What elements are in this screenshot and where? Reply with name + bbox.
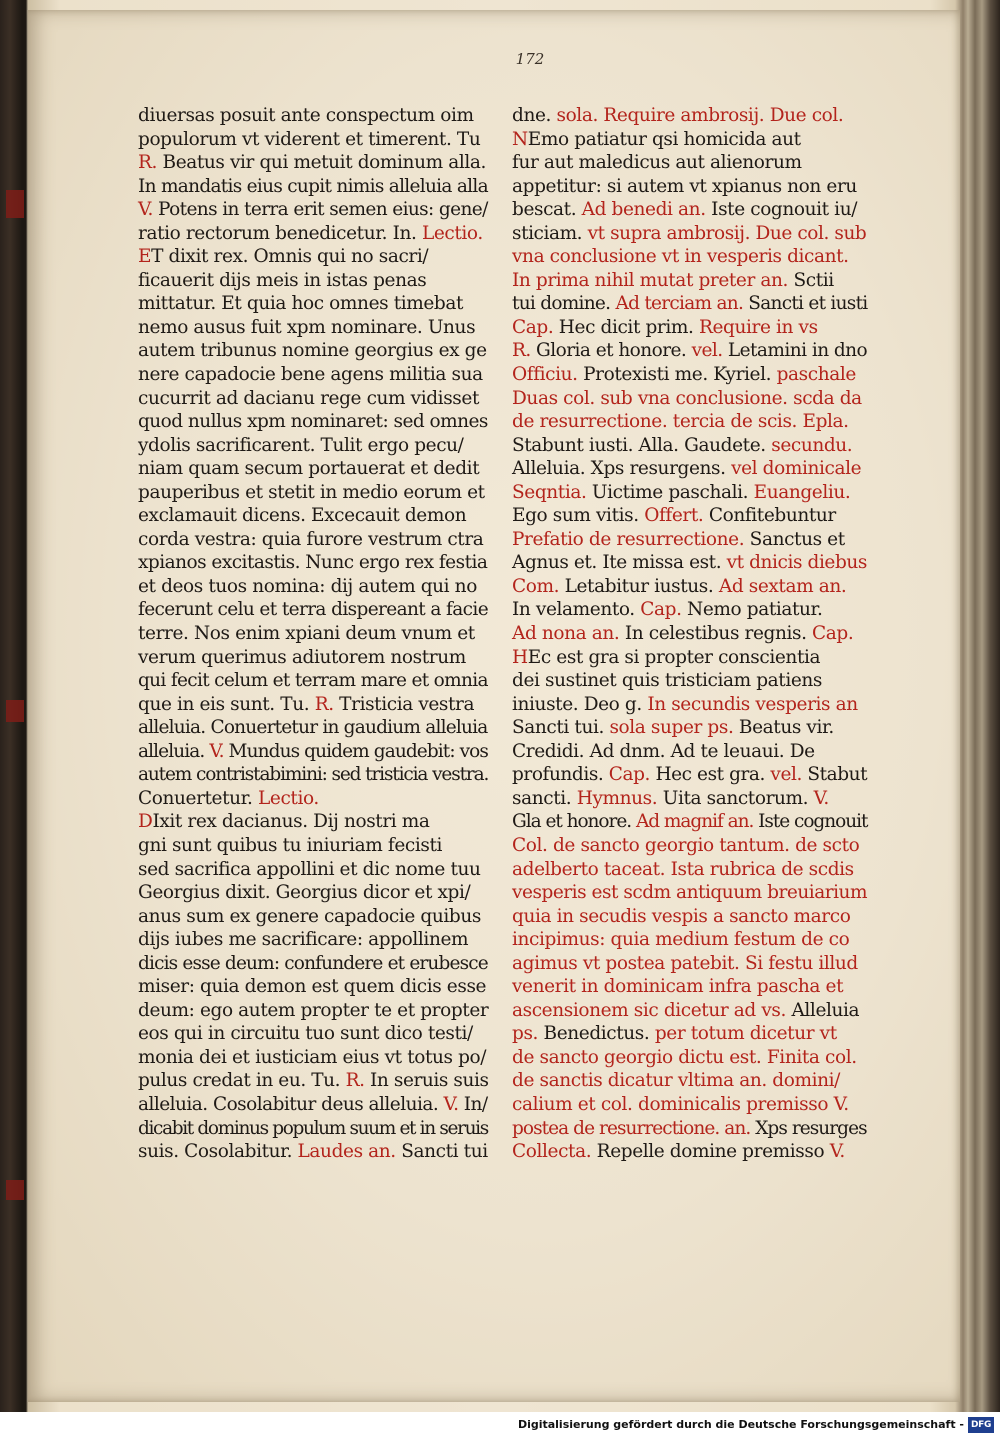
body-text: Stabut [801, 764, 868, 786]
text-line [138, 669, 488, 693]
text-line [138, 551, 488, 575]
body-text: Benedictus. [538, 1023, 655, 1045]
text-line [512, 128, 867, 152]
body-text: Iste cognouit [753, 811, 868, 833]
text-line [138, 763, 488, 787]
text-line [138, 952, 488, 976]
body-text: terre. Nos enim xpiani deum vnum et [138, 623, 475, 645]
text-line [512, 175, 867, 199]
body-text: Georgius dixit. Georgius dicor et xpi/ [138, 882, 471, 904]
body-text: tui domine. [512, 293, 616, 315]
text-line [138, 434, 488, 458]
rubric-text: paschale [776, 364, 856, 386]
text-line [512, 928, 867, 952]
text-line [138, 363, 488, 387]
rubric-text: Ad nona an. [512, 623, 620, 645]
text-line [512, 339, 867, 363]
body-text: Beatus vir qui metuit dominum alla. [157, 152, 486, 174]
rubric-bleed-mark [6, 1180, 24, 1200]
text-line [138, 175, 488, 199]
right-text-column [512, 104, 867, 1164]
rubric-text: H [512, 646, 528, 668]
body-text: nemo ausus fuit xpm nominare. Unus [138, 316, 476, 338]
text-line [138, 151, 488, 175]
body-text: sticiam. [512, 222, 588, 244]
text-line [512, 457, 867, 481]
body-text: Nemo patiatur. [681, 599, 823, 621]
body-text: Sctii [788, 269, 834, 291]
text-line [138, 598, 488, 622]
text-line [138, 1117, 488, 1141]
rubric-text: Hymnus. [576, 787, 658, 809]
body-text: T dixit rex. Omnis qui no sacri/ [151, 246, 429, 268]
rubric-text: N [512, 128, 528, 150]
body-text: autem contristabimini: sed tristicia vestra. [138, 764, 489, 786]
body-text: corda vestra: quia furore vestrum ctra [138, 528, 484, 550]
body-text: In mandatis eius cupit nimis alleluia alla [138, 175, 488, 197]
body-text: populorum vt viderent et timerent. Tu [138, 128, 481, 150]
text-line [138, 104, 488, 128]
rubric-text: de resurrectione. tercia de scis. Epla. [512, 411, 849, 433]
text-line [512, 1022, 867, 1046]
body-text: gni sunt quibus tu iniuriam fecisti [138, 834, 443, 856]
rubric-text: Seqntia. [512, 481, 587, 503]
body-text: niam quam secum portauerat et dedit [138, 458, 480, 480]
text-line [512, 363, 867, 387]
body-text: nere capadocie bene agens militia sua [138, 364, 483, 386]
rubric-text: R. [512, 340, 531, 362]
text-line [512, 575, 867, 599]
body-text: dijs iubes me sacrificare: appollinem [138, 929, 469, 951]
body-text: sancti. [512, 787, 577, 809]
text-line [138, 504, 488, 528]
body-text: Gloria et honore. [530, 340, 692, 362]
text-line [138, 905, 488, 929]
rubric-text: D [138, 811, 153, 833]
rubric-text: vel. [691, 340, 723, 362]
body-text: Potens in terra erit semen eius: gene/ [152, 199, 488, 221]
rubric-text: Lectio. [421, 222, 483, 244]
body-text: iniuste. Deo g. [512, 693, 648, 715]
text-line [512, 834, 867, 858]
text-line [512, 669, 867, 693]
body-text: Gla et honore. [512, 811, 636, 833]
text-line [138, 834, 488, 858]
text-line [512, 245, 867, 269]
body-text: Stabunt iusti. Alla. Gaudete. [512, 434, 772, 456]
dfg-logo: DFG [968, 1417, 994, 1433]
body-text: In/ [458, 1093, 488, 1115]
rubric-text: Offert. [644, 505, 704, 527]
body-text: Alleluia [785, 999, 860, 1021]
body-text: Emo patiatur qsi homicida aut [527, 128, 801, 150]
rubric-text: quia in secudis vespis a sancto marco [512, 905, 851, 927]
text-line [512, 810, 867, 834]
rubric-text: Officiu. [512, 364, 578, 386]
body-text: Ego sum vitis. [512, 505, 645, 527]
rubric-text: V. [138, 199, 153, 221]
body-text: dicabit dominus populum suum et in seruis [138, 1117, 488, 1139]
rubric-text: Laudes an. [297, 1141, 396, 1163]
body-text: pulus credat in eu. Tu. [138, 1070, 346, 1092]
body-text: pauperibus et stetit in medio eorum et [138, 481, 485, 503]
text-line [512, 269, 867, 293]
rubric-text: de sanctis dicatur vltima an. domini/ [512, 1070, 841, 1092]
body-text: ydolis sacrificarent. Tulit ergo pecu/ [138, 434, 464, 456]
body-text: Xps resurges [750, 1117, 867, 1139]
body-text: Ixit rex dacianus. Dij nostri ma [152, 811, 430, 833]
body-text: Hec dicit prim. [553, 316, 699, 338]
body-text: Agnus et. Ite missa est. [512, 552, 727, 574]
text-line [138, 928, 488, 952]
body-text: suis. Cosolabitur. [138, 1141, 298, 1163]
rubric-bleed-mark [6, 190, 24, 218]
text-line [512, 740, 867, 764]
text-line [512, 528, 867, 552]
text-line [138, 128, 488, 152]
text-line [138, 316, 488, 340]
body-text: ratio rectorum benedicetur. In. [138, 222, 422, 244]
body-text: que in eis sunt. Tu. [138, 693, 315, 715]
rubric-text: R. [138, 152, 158, 174]
text-line [138, 575, 488, 599]
rubric-text: ps. [512, 1023, 539, 1045]
body-text: alleluia. [138, 740, 210, 762]
body-text: bescat. [512, 199, 582, 221]
body-text: In celestibus regnis. [619, 623, 813, 645]
body-text: autem tribunus nomine georgius ex ge [138, 340, 487, 362]
body-text: Confitebuntur [703, 505, 836, 527]
text-line [512, 151, 867, 175]
text-line [138, 740, 488, 764]
body-text: miser: quia demon est quem dicis esse [138, 976, 487, 998]
text-line [512, 104, 867, 128]
rubric-text: Cap. [812, 623, 854, 645]
text-line [512, 975, 867, 999]
text-line [138, 387, 488, 411]
rubric-text: Duas col. sub vna conclusione. scda da [512, 387, 862, 409]
text-line [512, 952, 867, 976]
rubric-text: postea de resurrectione. an. [512, 1117, 751, 1139]
body-text: Letamini in dno [722, 340, 868, 362]
body-text: Beatus vir. [733, 717, 834, 739]
rubric-text: V. [209, 740, 224, 762]
body-text: exclamauit dicens. Excecauit demon [138, 505, 467, 527]
text-line [512, 316, 867, 340]
rubric-text: per totum dicetur vt [654, 1023, 837, 1045]
text-line [138, 1046, 488, 1070]
text-line [138, 222, 488, 246]
body-text: Tristicia vestra [333, 693, 475, 715]
text-line [512, 387, 867, 411]
rubric-text: sola super ps. [609, 717, 734, 739]
text-line [512, 1093, 867, 1117]
body-text: quod nullus xpm nominaret: sed omnes [138, 411, 488, 433]
previous-leaf-edge [0, 0, 30, 1412]
body-text: Ec est gra si propter conscientia [527, 646, 821, 668]
text-line [138, 269, 488, 293]
rubric-text: Euangeliu. [753, 481, 851, 503]
body-text: Protexisti me. Kyriel. [577, 364, 777, 386]
text-line [138, 339, 488, 363]
rubric-text: Com. [512, 575, 560, 597]
body-text: Sancti et iusti [743, 293, 868, 315]
rubric-text: Lectio. [258, 787, 319, 809]
text-line [138, 292, 488, 316]
rubric-text: Require in vs [698, 316, 818, 338]
body-text: Sancti tui [395, 1141, 488, 1163]
text-line [138, 646, 488, 670]
body-text: In seruis suis [364, 1070, 489, 1092]
body-text: sed sacrifica appollini et dic nome tuu [138, 858, 481, 880]
text-line [512, 1117, 867, 1141]
body-text: dicis esse deum: confundere et erubesce [138, 952, 488, 974]
body-text: xpianos excitastis. Nunc ergo rex festia [138, 552, 488, 574]
body-text: Repelle domine premisso [591, 1141, 830, 1163]
text-line [138, 1140, 488, 1164]
text-line [512, 881, 867, 905]
body-text: qui fecit celum et terram mare et omnia [138, 670, 488, 692]
text-line [138, 410, 488, 434]
text-line [512, 1069, 867, 1093]
text-line [138, 1093, 488, 1117]
text-line [512, 1046, 867, 1070]
body-text: profundis. [512, 764, 609, 786]
rubric-text: Ad benedi an. [581, 199, 706, 221]
rubric-text: Ad sextam an. [718, 575, 847, 597]
body-text: Sanctus et [744, 528, 845, 550]
text-line [138, 787, 488, 811]
text-line [512, 858, 867, 882]
text-line [512, 693, 867, 717]
rubric-text: vt supra ambrosij. Due col. sub [587, 222, 867, 244]
text-line [512, 763, 867, 787]
text-line [138, 622, 488, 646]
body-text: alleluia. Cosolabitur deus alleluia. [138, 1093, 444, 1115]
text-line [138, 693, 488, 717]
rubric-text: In prima nihil mutat preter an. [512, 269, 789, 291]
rubric-text: vesperis est scdm antiquum breuiarium [512, 882, 868, 904]
text-line [512, 598, 867, 622]
body-text: fecerunt celu et terra dispereant a facie [138, 599, 489, 621]
text-line [512, 292, 867, 316]
text-line [512, 198, 867, 222]
body-text: eos qui in circuitu tuo sunt dico testi/ [138, 1023, 473, 1045]
text-line [512, 481, 867, 505]
body-text: dne. [512, 105, 557, 126]
rubric-text: vt dnicis diebus [726, 552, 867, 574]
body-text: diuersas posuit ante conspectum oim [138, 105, 474, 126]
text-line [512, 787, 867, 811]
body-text: Uictime paschali. [586, 481, 754, 503]
rubric-text: R. [345, 1070, 365, 1092]
rubric-text: secundu. [771, 434, 853, 456]
text-line [138, 457, 488, 481]
rubric-text: Ad magnif an. [635, 811, 754, 833]
text-line [138, 858, 488, 882]
rubric-text: Cap. [640, 599, 682, 621]
rubric-text: In secundis vesperis an [647, 693, 858, 715]
text-line [138, 528, 488, 552]
text-line [138, 881, 488, 905]
rubric-text: adelberto taceat. Ista rubrica de scdis [512, 858, 854, 880]
body-text: verum querimus adiutorem nostrum [138, 646, 466, 668]
rubric-text: vna conclusione vt in vesperis dicant. [512, 246, 849, 268]
text-line [138, 975, 488, 999]
body-text: dei sustinet quis tristiciam patiens [512, 670, 823, 692]
body-text: monia dei et iusticiam eius vt totus po/ [138, 1046, 487, 1068]
rubric-text: vel dominicale [731, 458, 862, 480]
rubric-text: agimus vt postea patebit. Si festu illud [512, 952, 858, 974]
rubric-text: venerit in dominicam infra pascha et [512, 976, 844, 998]
text-line [512, 622, 867, 646]
text-line [512, 434, 867, 458]
text-line [512, 716, 867, 740]
text-line [138, 481, 488, 505]
body-text: Conuertetur. [138, 787, 259, 809]
text-line [512, 1140, 867, 1164]
text-line [512, 410, 867, 434]
funding-credit: Digitalisierung gefördert durch die Deutsche Forschungsgemeinschaft - [517, 1418, 964, 1431]
text-line [138, 810, 488, 834]
body-text: ficauerit dijs meis in istas penas [138, 269, 427, 291]
rubric-text: calium et col. dominicalis premisso V. [512, 1093, 849, 1115]
rubric-text: incipimus: quia medium festum de co [512, 929, 850, 951]
body-text: deum: ego autem propter te et propter [138, 999, 489, 1021]
body-text: mittatur. Et quia hoc omnes timebat [138, 293, 464, 315]
rubric-text: Cap. [608, 764, 650, 786]
text-line [512, 999, 867, 1023]
rubric-text: sola. Require ambrosij. Due col. [556, 105, 844, 126]
rubric-text: R. [314, 693, 334, 715]
text-line [512, 646, 867, 670]
body-text: Iste cognouit iu/ [705, 199, 858, 221]
rubric-text: Ad terciam an. [615, 293, 744, 315]
rubric-text: V. [443, 1093, 459, 1115]
text-line [512, 905, 867, 929]
text-line [138, 245, 488, 269]
body-text: Uita sanctorum. [657, 787, 814, 809]
rubric-text: Col. de sancto georgio tantum. de scto [512, 834, 860, 856]
body-text: In velamento. [512, 599, 641, 621]
body-text: appetitur: si autem vt xpianus non eru [512, 175, 857, 197]
rubric-text: Cap. [512, 316, 554, 338]
rubric-text: Prefatio de resurrectione. [512, 528, 745, 550]
body-text: Letabitur iustus. [559, 575, 719, 597]
body-text: Credidi. Ad dnm. Ad te leuaui. De [512, 740, 815, 762]
body-text: Hec est gra. [650, 764, 771, 786]
rubric-text: vel. [770, 764, 802, 786]
text-line [512, 504, 867, 528]
text-line [512, 551, 867, 575]
text-line [138, 198, 488, 222]
body-text: Alleluia. Xps resurgens. [512, 458, 732, 480]
text-line [138, 999, 488, 1023]
body-text: et deos tuos nomina: dij autem qui no [138, 575, 477, 597]
rubric-text: Collecta. [512, 1141, 592, 1163]
rubric-bleed-mark [6, 700, 24, 722]
rubric-text: ascensionem sic dicetur ad vs. [512, 999, 786, 1021]
digitization-footer [0, 1412, 1000, 1439]
body-text: cucurrit ad dacianu rege cum vidisset [138, 387, 479, 409]
rubric-text: V. [829, 1141, 845, 1163]
text-line [138, 1022, 488, 1046]
body-text: Mundus quidem gaudebit: vos [223, 740, 489, 762]
page-number: 172 [515, 50, 545, 68]
body-text: Sancti tui. [512, 717, 610, 739]
body-text: alleluia. Conuertetur in gaudium alleluia [138, 717, 488, 739]
text-line [512, 222, 867, 246]
rubric-text: V. [813, 787, 829, 809]
text-line [138, 716, 488, 740]
body-text: fur aut maledicus aut alienorum [512, 152, 802, 174]
left-text-column [138, 104, 488, 1164]
body-text: anus sum ex genere capadocie quibus [138, 905, 481, 927]
rubric-text: de sancto georgio dictu est. Finita col. [512, 1046, 857, 1068]
text-line [138, 1069, 488, 1093]
rubric-text: E [138, 246, 152, 268]
